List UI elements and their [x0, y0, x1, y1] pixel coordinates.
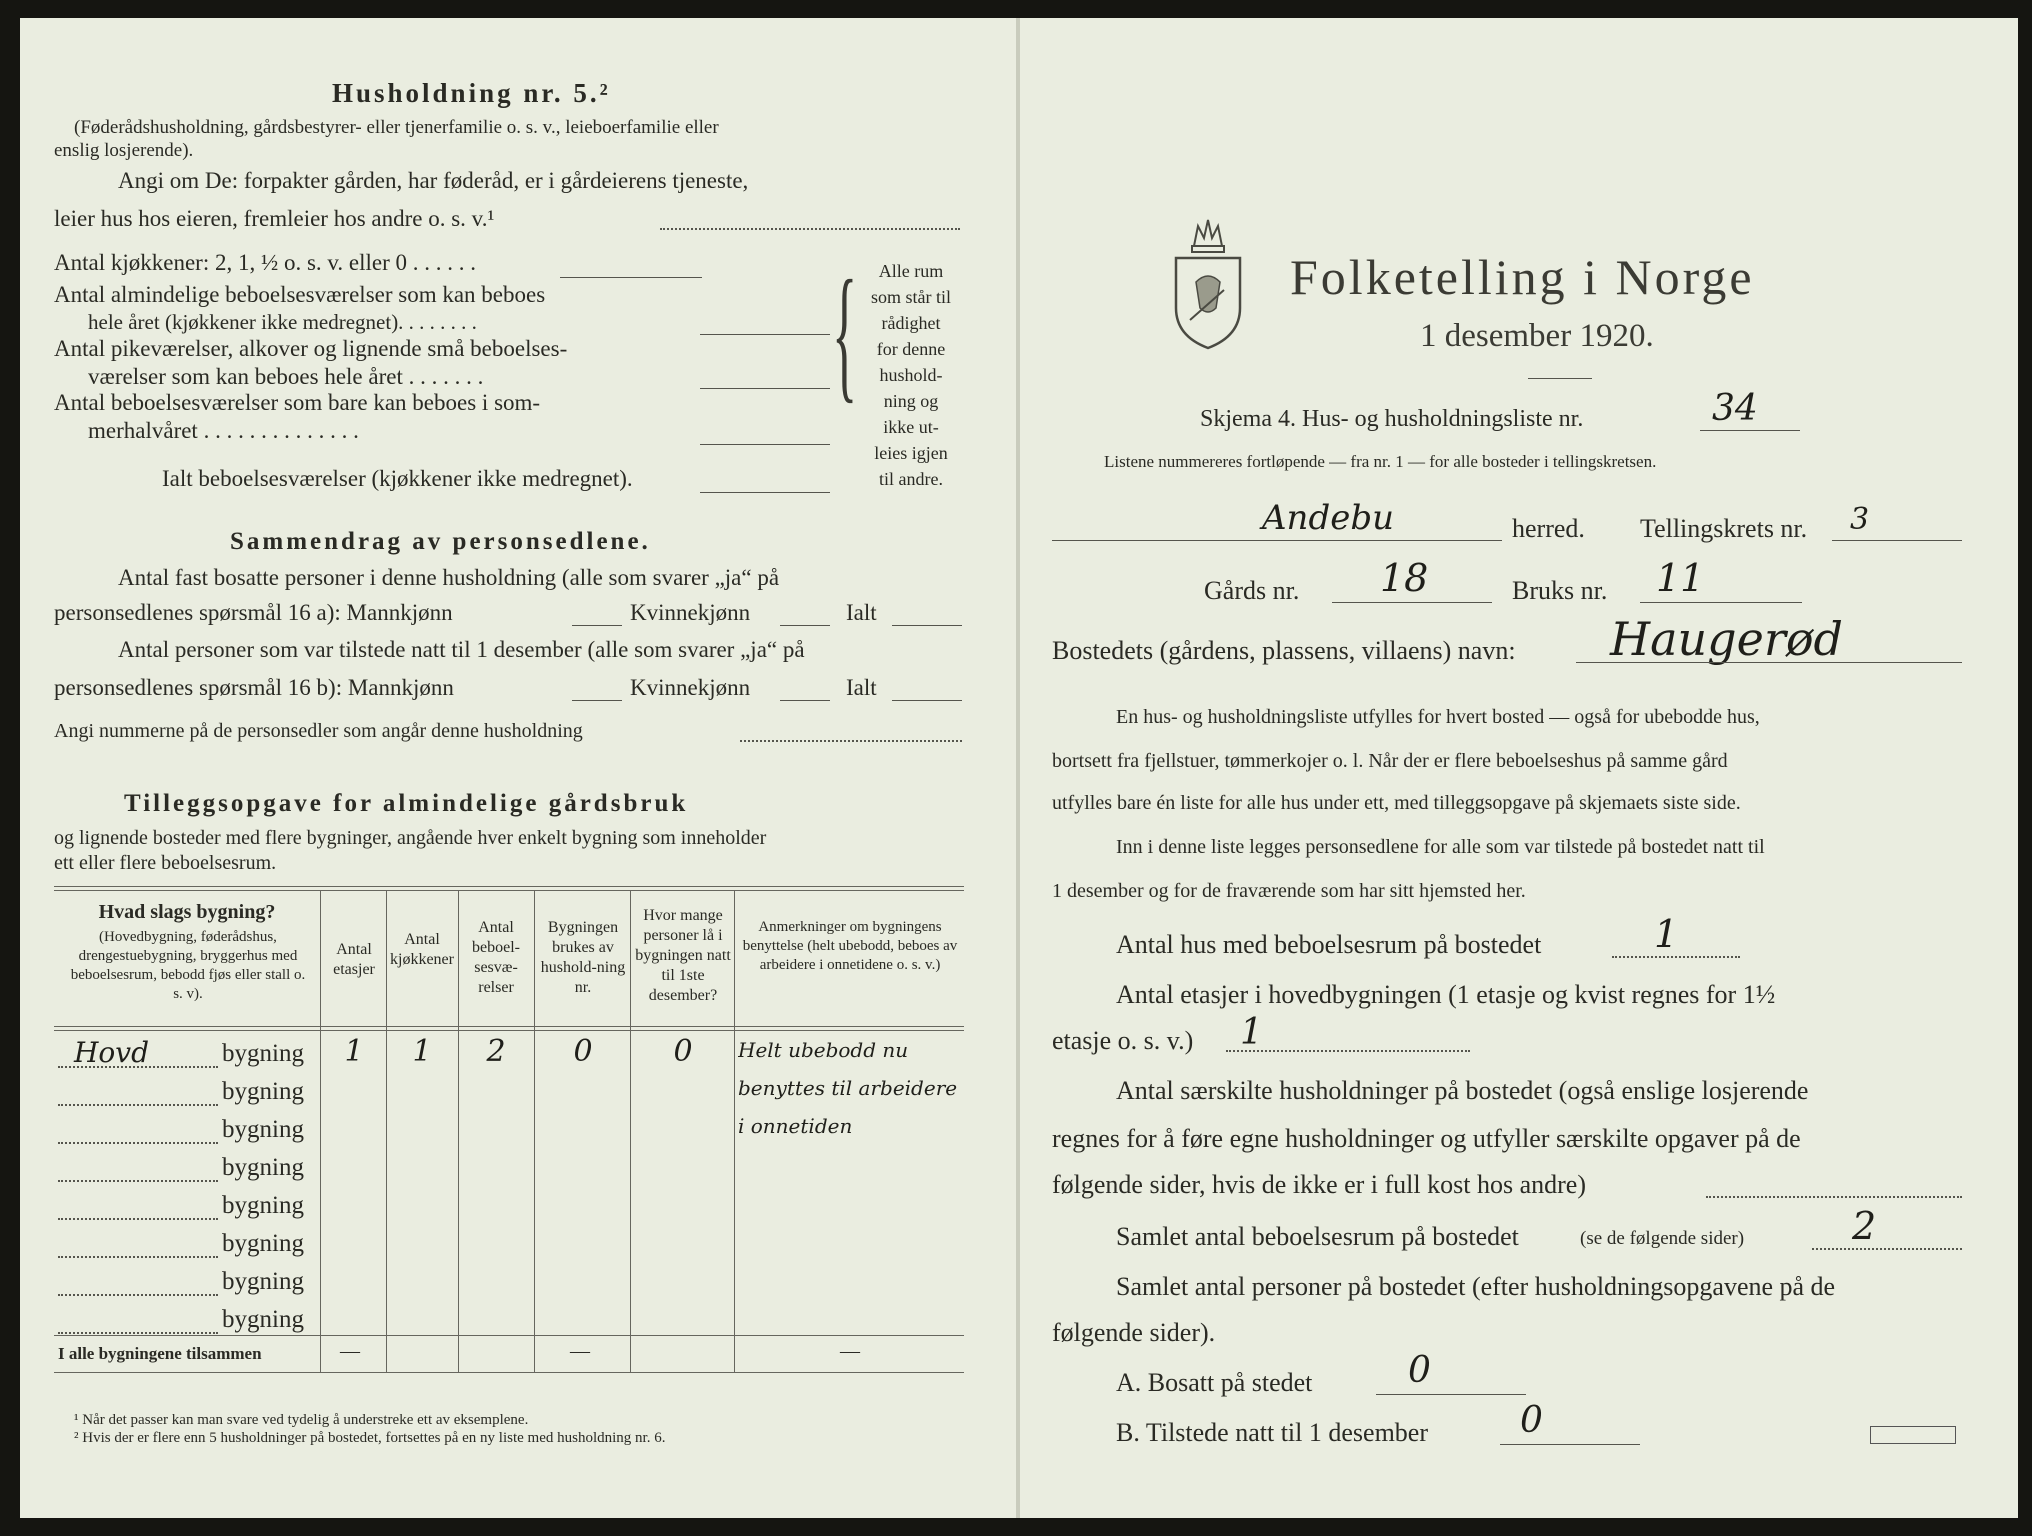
saerskilte-line — [1706, 1196, 1962, 1198]
col-header-etasjer: Antal etasjer — [333, 941, 375, 978]
pike-answer-line — [700, 388, 830, 389]
tellingskrets-value: 3 — [1850, 502, 1870, 537]
skjema-number-line — [1700, 430, 1800, 431]
table-row — [54, 1224, 964, 1262]
row-type-line — [58, 1066, 218, 1068]
herred-line — [1052, 540, 1502, 541]
samlet-personer-label-2: følgende sider). — [1052, 1318, 1216, 1347]
alm-answer-line — [700, 334, 830, 335]
bruks-line — [1640, 602, 1802, 603]
footnote-2: ² Hvis der er flere enn 5 husholdninger på bostedet, fortsettes på en ny liste med husholdning nr. 6. — [74, 1430, 666, 1446]
row-bygning-label: bygning — [222, 1230, 304, 1257]
sommer-answer-line — [700, 444, 830, 445]
table-header-rule — [54, 1026, 964, 1027]
table-top-rule-2 — [54, 890, 964, 891]
pike-label: Antal pikeværelser, alkover og lignende små beboelses- — [54, 336, 568, 361]
col-header-anmerkninger: Anmerkninger om bygningens benyttelse (helt ubebodd, beboes av arbeidere i onnetidene o. s. v.) — [742, 919, 958, 973]
saerskilte-text: Antal særskilte husholdninger på bostedet (også enslige losjerende — [1116, 1076, 1809, 1105]
ialt-rooms-answer-line — [700, 492, 830, 493]
etasjer-line — [1226, 1050, 1470, 1052]
supplement-text-2: ett eller flere beboelsesrum. — [54, 852, 277, 874]
instruction-2: bortsett fra fjellstuer, tømmerkojer o. l. Når der er flere beboelseshus på samme gård — [1052, 750, 1728, 772]
sommer-label: Antal beboelsesværelser som bare kan beboes i som- — [54, 390, 541, 415]
row-husholdning-cell: 0 — [573, 1034, 593, 1069]
gards-value: 18 — [1380, 556, 1429, 600]
table-row — [54, 1186, 964, 1224]
tilstede-mann-line — [572, 700, 622, 701]
instruction-5: 1 desember og for de fraværende som har sitt hjemsted her. — [1052, 880, 1526, 902]
alm-vaerelser-label: Antal almindelige beboelsesværelser som kan beboes — [54, 282, 546, 307]
col-header-bygning: Hvad slags bygning? — [98, 901, 276, 923]
bosatt-value: 0 — [1408, 1350, 1431, 1391]
fast-kvinne-label: Kvinnekjønn — [630, 600, 751, 625]
row-building-type: Hovd — [74, 1036, 150, 1069]
total-dash-etasjer: — — [340, 1340, 360, 1362]
row-type-line — [58, 1142, 218, 1144]
row-type-line — [58, 1104, 218, 1106]
nummerne-label: Angi nummerne på de personsedler som angår denne husholdning — [54, 720, 583, 742]
tilstede-natt-label: B. Tilstede natt til 1 desember — [1116, 1418, 1428, 1447]
sommer-label-2: merhalvåret . . . . . . . . . . . . . . — [88, 418, 359, 443]
row-bygning-label: bygning — [222, 1078, 304, 1105]
fast-kvinne-line — [780, 625, 830, 626]
skjema-label: Skjema 4. Hus- og husholdningsliste nr. — [1200, 406, 1584, 432]
herred-label: herred. — [1512, 514, 1585, 543]
samlet-rum-note: (se de følgende sider) — [1580, 1228, 1745, 1249]
table-row — [54, 1072, 964, 1110]
instruction-3: utfylles bare én liste for alle hus under ett, med tilleggsopgave på skjemaets siste side. — [1052, 792, 1741, 814]
bosatt-line — [1376, 1394, 1526, 1395]
row-anmerkning-cell: benyttes til arbeidere — [738, 1076, 958, 1100]
row-type-line — [58, 1332, 218, 1334]
total-dash-anm: — — [840, 1340, 860, 1362]
total-label: I alle bygningene tilsammen — [58, 1344, 262, 1363]
supplement-text: og lignende bosteder med flere bygninger, angående hver enkelt bygning som inneholder — [54, 827, 767, 849]
row-bygning-label: bygning — [222, 1268, 304, 1295]
printer-stamp — [1870, 1426, 1956, 1444]
page-fold — [1016, 18, 1020, 1518]
pike-label-2: værelser som kan beboes hele året . . . . . . . — [88, 364, 484, 389]
row-type-line — [58, 1256, 218, 1258]
household-note: (Føderådshusholdning, gårdsbestyrer- eller tjenerfamilie o. s. v., leieboerfamilie eller — [74, 117, 719, 138]
bosatt-label: A. Bosatt på stedet — [1116, 1368, 1313, 1397]
antal-hus-value: 1 — [1654, 912, 1679, 956]
kjokkener-label: Antal kjøkkener: 2, 1, ½ o. s. v. eller 0 . . . . . . — [54, 250, 477, 275]
ialt-rooms-label: Ialt beboelsesværelser (kjøkkener ikke medregnet). — [162, 466, 633, 491]
title-divider — [1528, 378, 1592, 379]
samlet-personer-label: Samlet antal personer på bostedet (efter husholdningsopgavene på de — [1116, 1272, 1836, 1301]
bosted-line — [1576, 662, 1962, 663]
nummerne-line — [740, 740, 962, 742]
table-header-rule-2 — [54, 1030, 964, 1031]
angi-text: Angi om De: forpakter gården, har føderåd, er i gårdeierens tjeneste, — [118, 168, 749, 193]
col-header-vaerelser: Antal beboel-sesvæ-relser — [472, 919, 520, 996]
herred-value: Andebu — [1262, 498, 1394, 538]
row-bygning-label: bygning — [222, 1116, 304, 1143]
gards-label: Gårds nr. — [1204, 576, 1300, 605]
household-title: Husholdning nr. 5.² — [332, 78, 611, 108]
row-kjokkener-cell: 1 — [412, 1034, 432, 1069]
antal-hus-label: Antal hus med beboelsesrum på bostedet — [1116, 930, 1542, 959]
col-header-bygning-sub: (Hovedbygning, føderådshus, drengestuebygning, bryggerhus med beboelsesrum, bebodd fjøs eller stall o. s. v). — [70, 929, 306, 1002]
row-anmerkning-cell: i onnetiden — [738, 1114, 853, 1138]
fast-bosatte-text-2: personsedlenes spørsmål 16 a): Mannkjønn — [54, 600, 453, 625]
instruction-1: En hus- og husholdningsliste utfylles for hvert bosted — også for ubebodde hus, — [1116, 706, 1760, 728]
skjema-number: 34 — [1712, 388, 1758, 429]
tilstede-natt-line — [1500, 1444, 1640, 1445]
coat-of-arms-icon — [1166, 212, 1250, 352]
summary-title: Sammendrag av personsedlene. — [230, 528, 651, 555]
footnote-1: ¹ Når det passer kan man svare ved tydelig å understreke ett av eksemplene. — [74, 1412, 529, 1428]
row-type-line — [58, 1294, 218, 1296]
fast-ialt-line — [892, 625, 962, 626]
brace-note: Alle rum som står til rådighet for denne hushold- ning og ikke ut- leies igjen til andre. — [871, 261, 951, 489]
col-header-husholdning: Bygningen brukes av hushold-ning nr. — [540, 919, 626, 996]
etasjer-label: Antal etasjer i hovedbygningen (1 etasje og kvist regnes for 1½ — [1116, 980, 1776, 1009]
total-dash-husholdning: — — [570, 1340, 590, 1362]
row-type-line — [58, 1180, 218, 1182]
tellingskrets-label: Tellingskrets nr. — [1640, 514, 1808, 543]
antal-hus-line — [1612, 956, 1740, 958]
listene-note: Listene nummereres fortløpende — fra nr. 1 — for alle bosteder i tellingskretsen. — [1104, 452, 1657, 471]
bosted-value: Haugerød — [1610, 612, 1843, 666]
saerskilte-text-2: regnes for å føre egne husholdninger og utfyller særskilte opgaver på de — [1052, 1124, 1801, 1153]
row-etasjer-cell: 1 — [344, 1034, 364, 1069]
row-type-line — [58, 1218, 218, 1220]
bruks-label: Bruks nr. — [1512, 576, 1608, 605]
supplement-title: Tilleggsopgave for almindelige gårdsbruk — [124, 790, 689, 817]
kjokkener-answer-line — [560, 277, 702, 278]
table-row — [54, 1110, 964, 1148]
row-bygning-label: bygning — [222, 1192, 304, 1219]
etasjer-label-2: etasje o. s. v.) — [1052, 1026, 1194, 1055]
etasjer-value: 1 — [1240, 1012, 1263, 1053]
census-title: Folketelling i Norge — [1290, 249, 1755, 305]
bosted-label: Bostedets (gårdens, plassens, villaens) navn: — [1052, 636, 1516, 665]
tilstede-natt-value: 0 — [1520, 1400, 1543, 1441]
table-row — [54, 1034, 964, 1072]
census-date: 1 desember 1920. — [1420, 318, 1654, 354]
table-row — [54, 1300, 964, 1338]
samlet-rum-label: Samlet antal beboelsesrum på bostedet — [1116, 1222, 1519, 1251]
table-bottom-rule — [54, 1372, 964, 1373]
tilstede-kvinne-line — [780, 700, 830, 701]
col-header-personer: Hvor mange personer lå i bygningen natt til 1ste desember? — [635, 907, 731, 1004]
row-anmerkning-cell: Helt ubebodd nu — [738, 1038, 909, 1062]
tilstede-text: Antal personer som var tilstede natt til 1 desember (alle som svarer „ja“ på — [118, 637, 805, 662]
fast-mann-line — [572, 625, 622, 626]
instruction-4: Inn i denne liste legges personsedlene for alle som var tilstede på bostedet natt til — [1116, 836, 1765, 858]
row-personer-cell: 0 — [673, 1034, 693, 1069]
tilstede-kvinne-label: Kvinnekjønn — [630, 675, 751, 700]
tellingskrets-line — [1832, 540, 1962, 541]
table-row — [54, 1262, 964, 1300]
alm-vaerelser-label-2: hele året (kjøkkener ikke medregnet). . . . . . . . — [88, 310, 477, 334]
angi-text-2: leier hus hos eieren, fremleier hos andre o. s. v.¹ — [54, 206, 495, 231]
samlet-rum-value: 2 — [1852, 1204, 1877, 1248]
col-header-kjokkener: Antal kjøkkener — [390, 931, 454, 968]
tilstede-text-2: personsedlenes spørsmål 16 b): Mannkjønn — [54, 675, 454, 700]
row-bygning-label: bygning — [222, 1306, 304, 1333]
tilstede-ialt-label: Ialt — [846, 675, 877, 700]
angi-answer-line — [660, 228, 960, 230]
table-row — [54, 1148, 964, 1186]
fast-ialt-label: Ialt — [846, 600, 877, 625]
row-bygning-label: bygning — [222, 1154, 304, 1181]
table-top-rule — [54, 886, 964, 887]
bruks-value: 11 — [1656, 556, 1705, 600]
saerskilte-text-3: følgende sider, hvis de ikke er i full kost hos andre) — [1052, 1170, 1586, 1199]
row-bygning-label: bygning — [222, 1040, 304, 1067]
gards-line — [1332, 602, 1492, 603]
tilstede-ialt-line — [892, 700, 962, 701]
brace-symbol: { — [832, 250, 858, 416]
household-note-2: enslig losjerende). — [54, 140, 194, 161]
fast-bosatte-text: Antal fast bosatte personer i denne husholdning (alle som svarer „ja“ på — [118, 565, 780, 590]
samlet-rum-line — [1812, 1248, 1962, 1250]
row-vaerelser-cell: 2 — [486, 1034, 506, 1069]
